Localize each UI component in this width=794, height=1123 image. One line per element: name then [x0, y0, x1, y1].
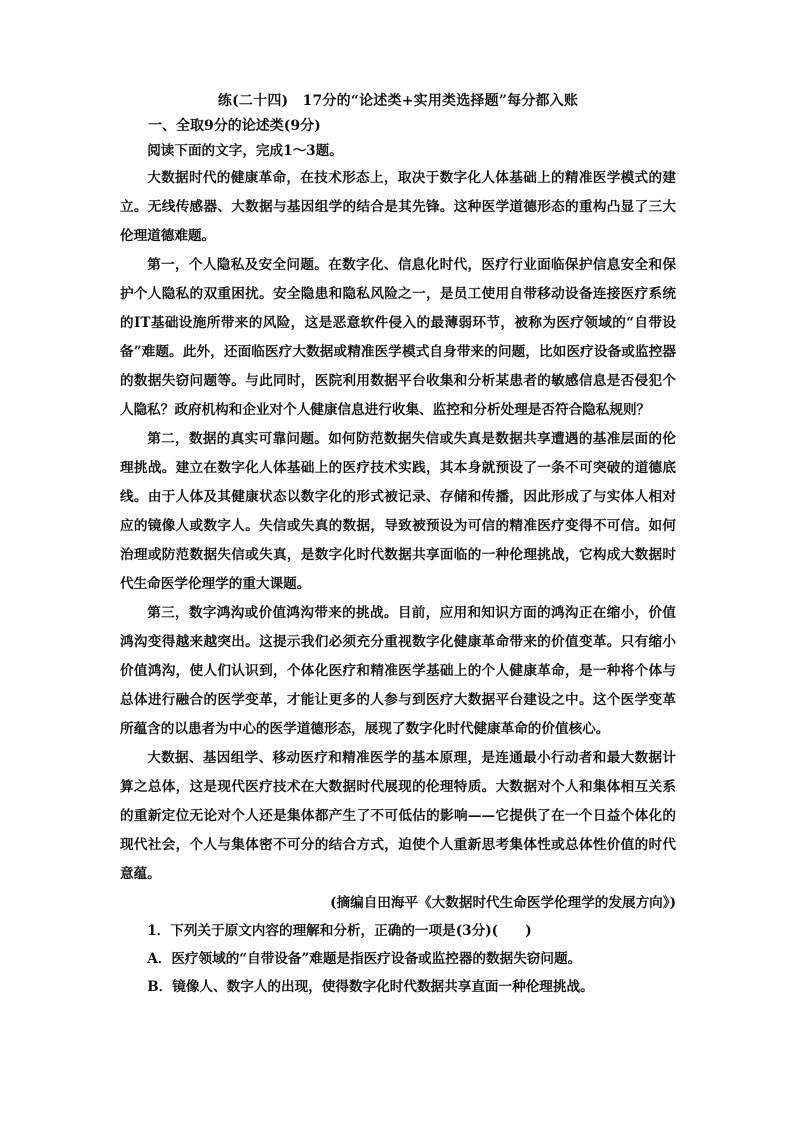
document-page [120, 90, 676, 1001]
paragraph-intro: 大数据时代的健康革命，在技术形态上，取决于数字化人体基础上的精准医学模式的建立。无线传感器、大数据与基因组学的结合是其先锋。这种医学道德形态的重构凸显了三大伦理道德难题。 [120, 170, 676, 244]
paragraph-privacy: 第一，个人隐私及安全问题。在数字化、信息化时代，医疗行业面临保护信息安全和保护个人隐私的双重困扰。安全隐患和隐私风险之一，是员工使用自带移动设备连接医疗系统的IT基础设施所带来的风险，这是恶意软件侵入的最薄弱环节，被称为医疗领域的“自带设备”难题。此外，还面临医疗大数据或精准医学模式自身带来的问题，比如医疗设备或监控器的数据失窃问题等。与此同时，医院利用数据平台收集和分析某患者的敏感信息是否侵犯个人隐私？政府机构和企业对个人健康信息进行收集、监控和分析处理是否符合隐私规则？ [120, 257, 676, 418]
page-title: 练(二十四) 17分的“论述类+实用类选择题”每分都入账 [217, 93, 579, 109]
source-citation: (摘编自田海平《大数据时代生命医学伦理学的发展方向》) [330, 895, 676, 911]
reading-instruction: 阅读下面的文字，完成1～3题。 [147, 143, 343, 159]
question-1-stem: 1．下列关于原文内容的理解和分析，正确的一项是(3分)( ) [147, 923, 532, 939]
paragraph-digital-divide: 第三，数字鸿沟或价值鸿沟带来的挑战。目前，应用和知识方面的鸿沟正在缩小，价值鸿沟变得越来越突出。这提示我们必须充分重视数字化健康革命带来的价值变革。只有缩小价值鸿沟，使人们认识到，个体化医疗和精准医学基础上的个人健康革命，是一种将个体与总体进行融合的医学变革，才能让更多的人参与到医疗大数据平台建设之中。这个医学变革所蕴含的以患者为中心的医学道德形态，展现了数字化时代健康革命的价值核心。 [120, 605, 676, 737]
question-1-option-b: B．镜像人、数字人的出现，使得数字化时代数据共享直面一种伦理挑战。 [147, 979, 594, 995]
paragraph-data-reliability: 第二，数据的真实可靠问题。如何防范数据失信或失真是数据共享遭遇的基准层面的伦理挑战。建立在数字化人体基础上的医疗技术实践，其本身就预设了一条不可突破的道德底线。由于人体及其健康状态以数字化的形式被记录、存储和传播，因此形成了与实体人相对应的镜像人或数字人。失信或失真的数据，导致被预设为可信的精准医疗变得不可信。如何治理或防范数据失信或失真，是数字化时代数据共享面临的一种伦理挑战，它构成大数据时代生命医学伦理学的重大课题。 [120, 431, 676, 592]
paragraph-conclusion: 大数据、基因组学、移动医疗和精准医学的基本原理，是连通最小行动者和最大数据计算之总体，这是现代医疗技术在大数据时代展现的伦理特质。大数据对个人和集体相互关系的重新定位无论对个人还是集体都产生了不可低估的影响——它提供了在一个日益个体化的现代社会，个人与集体密不可分的结合方式，迫使个人重新思考集体性或总体性价值的时代意蕴。 [120, 750, 676, 882]
question-1-option-a: A．医疗领域的“自带设备”难题是指医疗设备或监控器的数据失窃问题。 [147, 951, 582, 967]
section-heading: 一、全取9分的论述类(9分) [148, 118, 321, 134]
